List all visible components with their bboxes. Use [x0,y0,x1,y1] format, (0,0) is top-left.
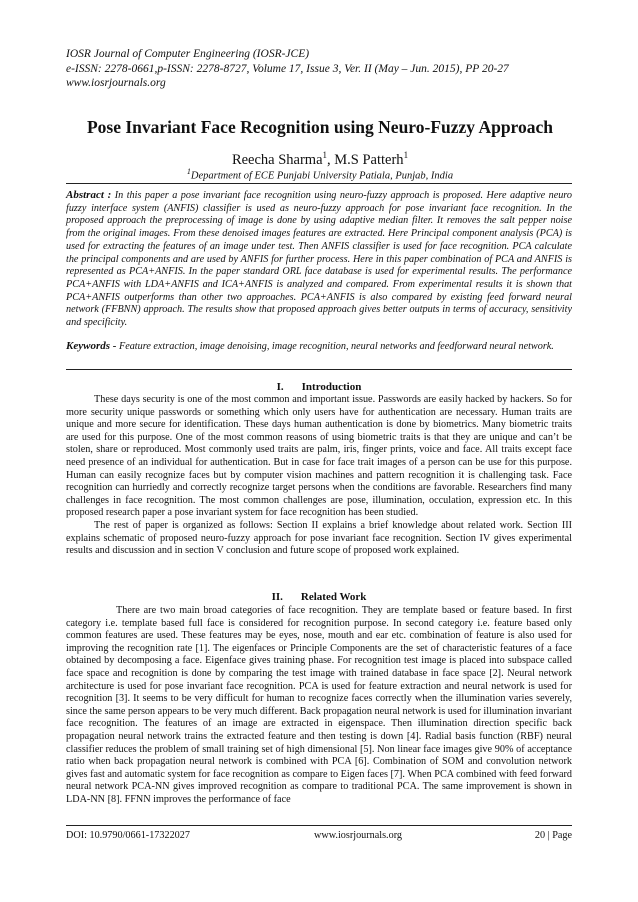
author-separator: , [327,151,335,168]
footer-website[interactable]: www.iosrjournals.org [314,830,403,841]
keywords-block [66,340,572,354]
journal-header [66,47,586,91]
section-number: II. [271,591,283,603]
author-superscript: 1 [403,150,409,160]
author-name: M.S Patterh [334,151,404,168]
abstract-block [66,189,572,330]
affiliation-superscript: 1 [186,167,191,176]
section-heading-related-work [66,591,572,604]
paragraph: The rest of paper is organized as follows: Section II explains a brief knowledge about related work. Section III explains schematic of proposed neuro-fuzzy approach for pose invariant face recognition. Section IV gives experimental results and discussion and in section V conclusion and future scope of proposed work explained. [66,519,572,557]
section-title: Related Work [300,591,367,603]
paper-affiliation [60,165,580,183]
paper-title: Pose Invariant Face Recognition using Neuro-Fuzzy Approach [86,117,553,137]
keywords-label: Keywords - [66,340,117,352]
section-heading-introduction [66,381,572,394]
abstract-label: Abstract : [66,189,112,201]
journal-website[interactable]: www.iosrjournals.org [66,77,166,89]
introduction-body [66,394,572,558]
related-work-body [66,605,572,807]
author-name: Reecha Sharma [231,151,323,168]
section-title: Introduction [301,381,362,393]
footer-doi: DOI: 10.9790/0661-17322027 [66,830,190,841]
paragraph: There are two main broad categories of face recognition. They are template based or feature based. In first category i.e. template based full face is considered for recognition purpose. In second category i.e. feature based only common features are used. These features may be eyes, nose, mouth and ear etc. combination of feature is also used for improving the recognition rate [1]. The eigenfaces or Principle Components are the set of characteristic features of a face obtained by decomposing a face. Eigenface gives training phase. For recognition test image is placed into subspace called face space and recognition is done by comparing the test image with trained database in face space [2]. Neural network architecture is used for pose invariant face recognition. PCA is used for feature extraction and neural network is used for recognition [3]. It seems to be very difficult for human to recognize faces correctly when the illumination varies severely, since the same person appears to be very much different. Back propagation neural network is used for illumination invariant face recognition. The features of an image are extracted in eigenspace. Then illumination direction specific back propagation neural network trains the extracted feature and then testing is down [4]. Radial basis function (RBF) neural classifier reduces the problem of small training set of high dimensional [5]. Non linear face images give 90% of acceptance ratio when back propagation neural network is combined with PCA [6]. Combination of SOM and convolution network gives fast and automatic system for face recognition as compare to Eigen faces [7]. When PCA combined with feed forward neural network PCA-NN gives improved recognition as compare to traditional PCA. The same improvement is shown in LDA-NN [8]. FFNN improves the performance of face [66,605,572,805]
affiliation-text: Department of ECE Punjabi University Patiala, Punjab, India [190,170,454,182]
divider-bottom [66,369,572,370]
abstract-text: In this paper a pose invariant face recognition using neuro-fuzzy approach is proposed. Here adaptive neuro fuzzy interface system (ANFIS) classifier is used as neuro-fuzzy approach for pose invariant face recognition. In the proposed approach the preprocessing of image is done by using adaptive median filter. It removes the salt pepper noise from the original images. From these denoised images features are extracted. Here Principal component analysis (PCA) is used for extracting the features of an image under test. Then ANFIS classifier is used for face recognition. PCA calculate the principal components and are used by ANFIS for further process. Here in this paper combination of PCA and ANFIS is represented as PCA+ANFIS. In the paper standard ORL face database is used for experimental results. The performance PCA+ANFIS with LDA+ANFIS and ICA+ANFIS is analyzed and compared. From experimental results it is shown that PCA+ANFIS outperforms than other two approaches. PCA+ANFIS is also compared by existing feed forward neural network (FFBNN) approach. The results show that proposed approach gives better outputs in terms of accuracy, sensitivity and specificity. [66,190,572,329]
section-number: I. [276,381,284,393]
author-superscript: 1 [322,150,328,160]
paragraph: These days security is one of the most common and important issue. Passwords are easily hacked by hackers. So for more security unique passwords or something which only users have for authentication are necessary. Human traits are unique and more secure for identification. These days human authentication is done by biometrics. Many biometric traits are used for this purpose. One of the most common reasons of using biometric traits is that they are unique and can’t be stolen, share or reproduced. Most commonly used traits are palm, iris, finger prints, voice and face. All traits except face need presence of an individual for authentication. But in case for face trait images of a person can be use for this purpose. Human can easily recognize faces but by computer vision machines and pattern recognition it is challenging task. Face recognition can hurriedly and correctly recognize target persons when the conditions are favorable. Researchers find many challenges in face recognition. The most common challenges are pose, illumination, occulation, expression etc. In this proposed research paper a pose invariant system for face recognition has been studied. [66,394,572,519]
divider-top [66,183,572,184]
keywords-text: Feature extraction, image denoising, image recognition, neural networks and feedforward neural network. [118,341,554,352]
journal-issn: e-ISSN: 2278-0661,p-ISSN: 2278-8727, Volume 17, Issue 3, Ver. II (May – Jun. 2015), PP 20-27 [66,62,509,75]
journal-name: IOSR Journal of Computer Engineering (IOSR-JCE) [66,48,310,60]
footer-page-number: 20 | Page [534,830,572,841]
divider-footer [66,825,572,826]
